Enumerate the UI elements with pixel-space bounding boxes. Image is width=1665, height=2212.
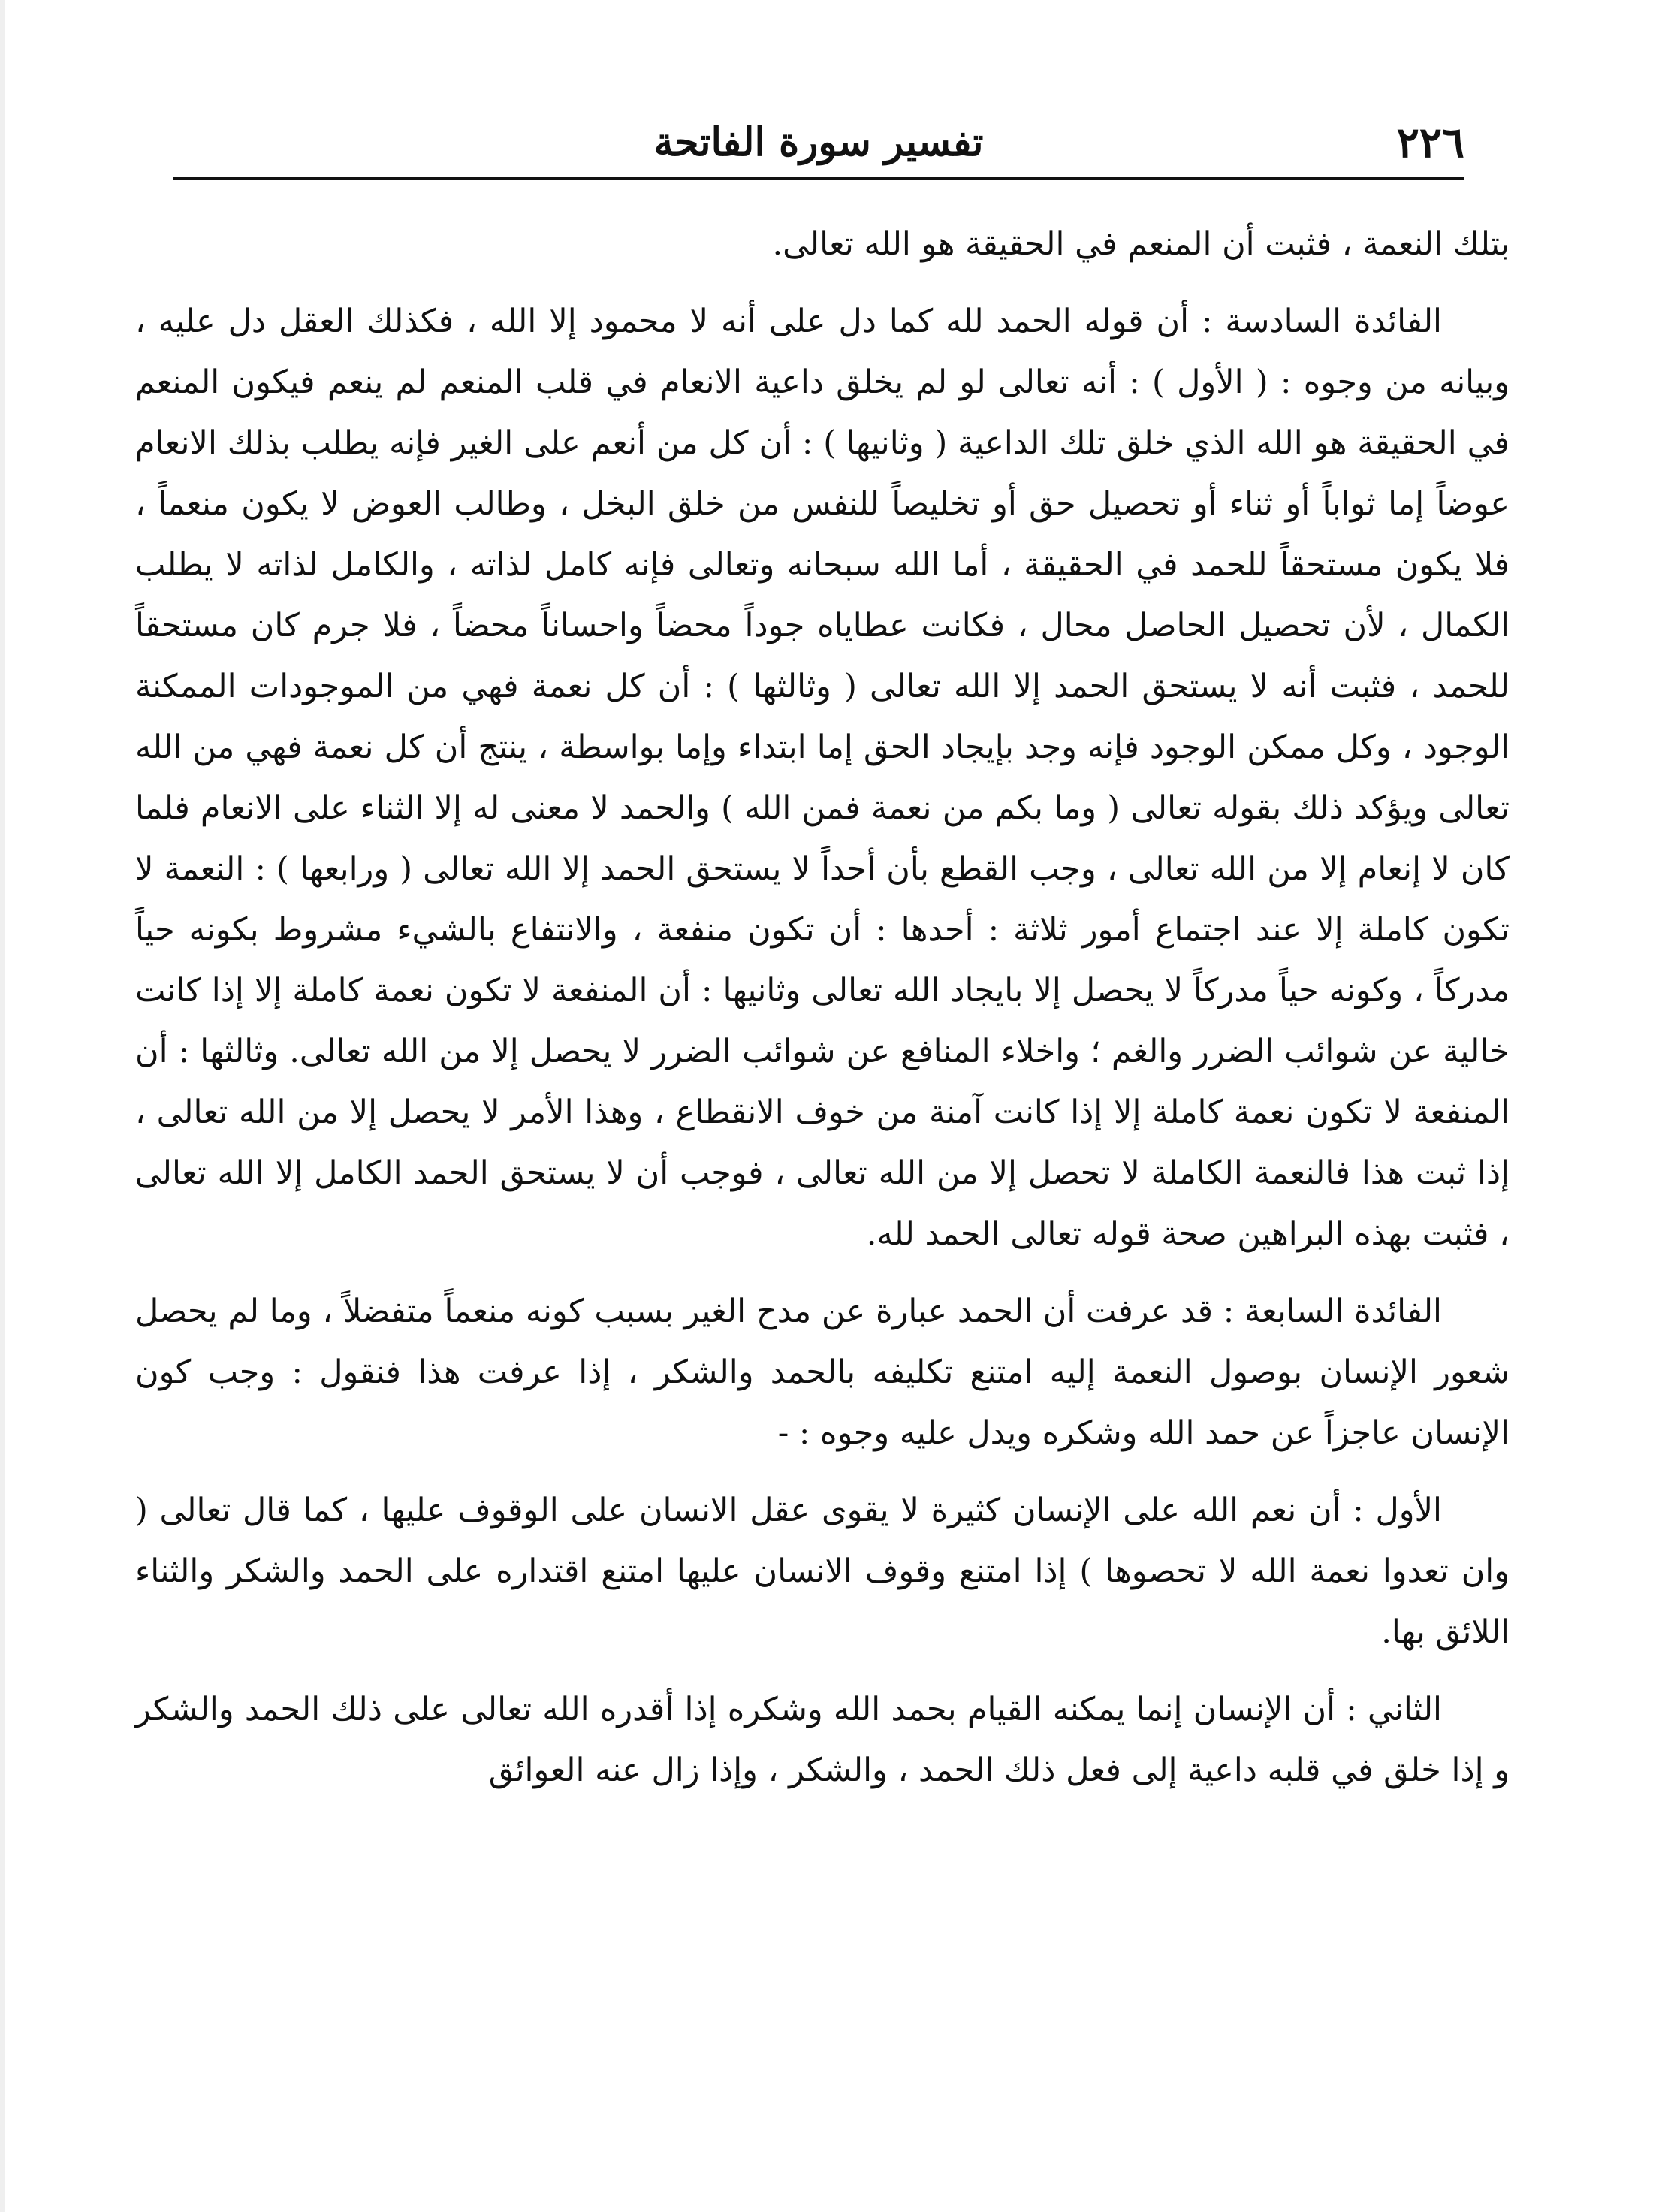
page-header [173, 113, 1464, 173]
page-edge [0, 0, 5, 2212]
paragraph-first-point: الأول : أن نعم الله على الإنسان كثيرة لا يقوى عقل الانسان على الوقوف عليها ، كما قال تعالى ( وان تعدوا نعمة الله لا تحصوها ) إذا امتنع وقوف الانسان عليها امتنع اقتداره على الحمد والشكر والثناء اللائق بها. [135, 1492, 1510, 1651]
paragraph-seventh-benefit: الفائدة السابعة : قد عرفت أن الحمد عبارة عن مدح الغير بسبب كونه منعماً متفضلاً ، وما لم يحصل شعور الإنسان بوصول النعمة إليه امتنع تكليفه بالحمد والشكر ، إذا عرفت هذا فنقول : وجب كون الإنسان عاجزاً عن حمد الله وشكره ويدل عليه وجوه : - [135, 1293, 1510, 1452]
running-title: تفسير سورة الفاتحة [653, 119, 984, 165]
paragraph-sixth-benefit: الفائدة السادسة : أن قوله الحمد لله كما دل على أنه لا محمود إلا الله ، فكذلك العقل دل عليه ، وبيانه من وجوه : ( الأول ) : أنه تعالى لو لم يخلق داعية الانعام في قلب المنعم لم ينعم فيكون المنعم في الحقيقة هو الله الذي خلق تلك الداعية ( وثانيها ) : أن كل من أنعم على الغير فإنه يطلب بذلك الانعام عوضاً إما ثواباً أو ثناء أو تحصيل حق أو تخليصاً للنفس من خلق البخل ، وطالب العوض لا يكون منعماً ، فلا يكون مستحقاً للحمد في الحقيقة ، أما الله سبحانه وتعالى فإنه كامل لذاته ، والكامل لذاته لا يطلب الكمال ، لأن تحصيل الحاصل محال ، فكانت عطاياه جوداً محضاً واحساناً محضاً ، فلا جرم كان مستحقاً للحمد ، فثبت أنه لا يستحق الحمد إلا الله تعالى ( وثالثها ) : أن كل نعمة فهي من الموجودات الممكنة الوجود ، وكل ممكن الوجود فإنه وجد بإيجاد الحق إما ابتداء وإما بواسطة ، ينتج أن كل نعمة فهي من الله تعالى ويؤكد ذلك بقوله تعالى ( وما بكم من نعمة فمن الله ) والحمد لا معنى له إلا الثناء على الانعام فلما كان لا إنعام إلا من الله تعالى ، وجب القطع بأن أحداً لا يستحق الحمد إلا الله تعالى ( ورابعها ) : النعمة لا تكون كاملة إلا عند اجتماع أمور ثلاثة : أحدها : أن تكون منفعة ، والانتفاع بالشيء مشروط بكونه حياً مدركاً ، وكونه حياً مدركاً لا يحصل إلا بايجاد الله تعالى وثانيها : أن المنفعة لا تكون نعمة كاملة إلا إذا كانت خالية عن شوائب الضرر والغم ؛ واخلاء المنافع عن شوائب الضرر لا يحصل إلا من الله تعالى. وثالثها : أن المنفعة لا تكون نعمة كاملة إلا إذا كانت آمنة من خوف الانقطاع ، وهذا الأمر لا يحصل إلا من الله تعالى ، إذا ثبت هذا فالنعمة الكاملة لا تحصل إلا من الله تعالى ، فوجب أن لا يستحق الحمد الكامل إلا الله تعالى ، فثبت بهذه البراهين صحة قوله تعالى الحمد لله. [135, 303, 1510, 1253]
paragraph-second-point: الثاني : أن الإنسان إنما يمكنه القيام بحمد الله وشكره إذا أقدره الله تعالى على ذلك الحمد والشكر و إذا خلق في قلبه داعية إلى فعل ذلك الحمد ، والشكر ، وإذا زال عنه العوائق [135, 1691, 1510, 1789]
paragraph-continuation: بتلك النعمة ، فثبت أن المنعم في الحقيقة هو الله تعالى. [772, 225, 1510, 263]
page-number: ٢٢٦ [1396, 118, 1464, 167]
header-rule [173, 177, 1464, 180]
body-text [135, 214, 1510, 1818]
